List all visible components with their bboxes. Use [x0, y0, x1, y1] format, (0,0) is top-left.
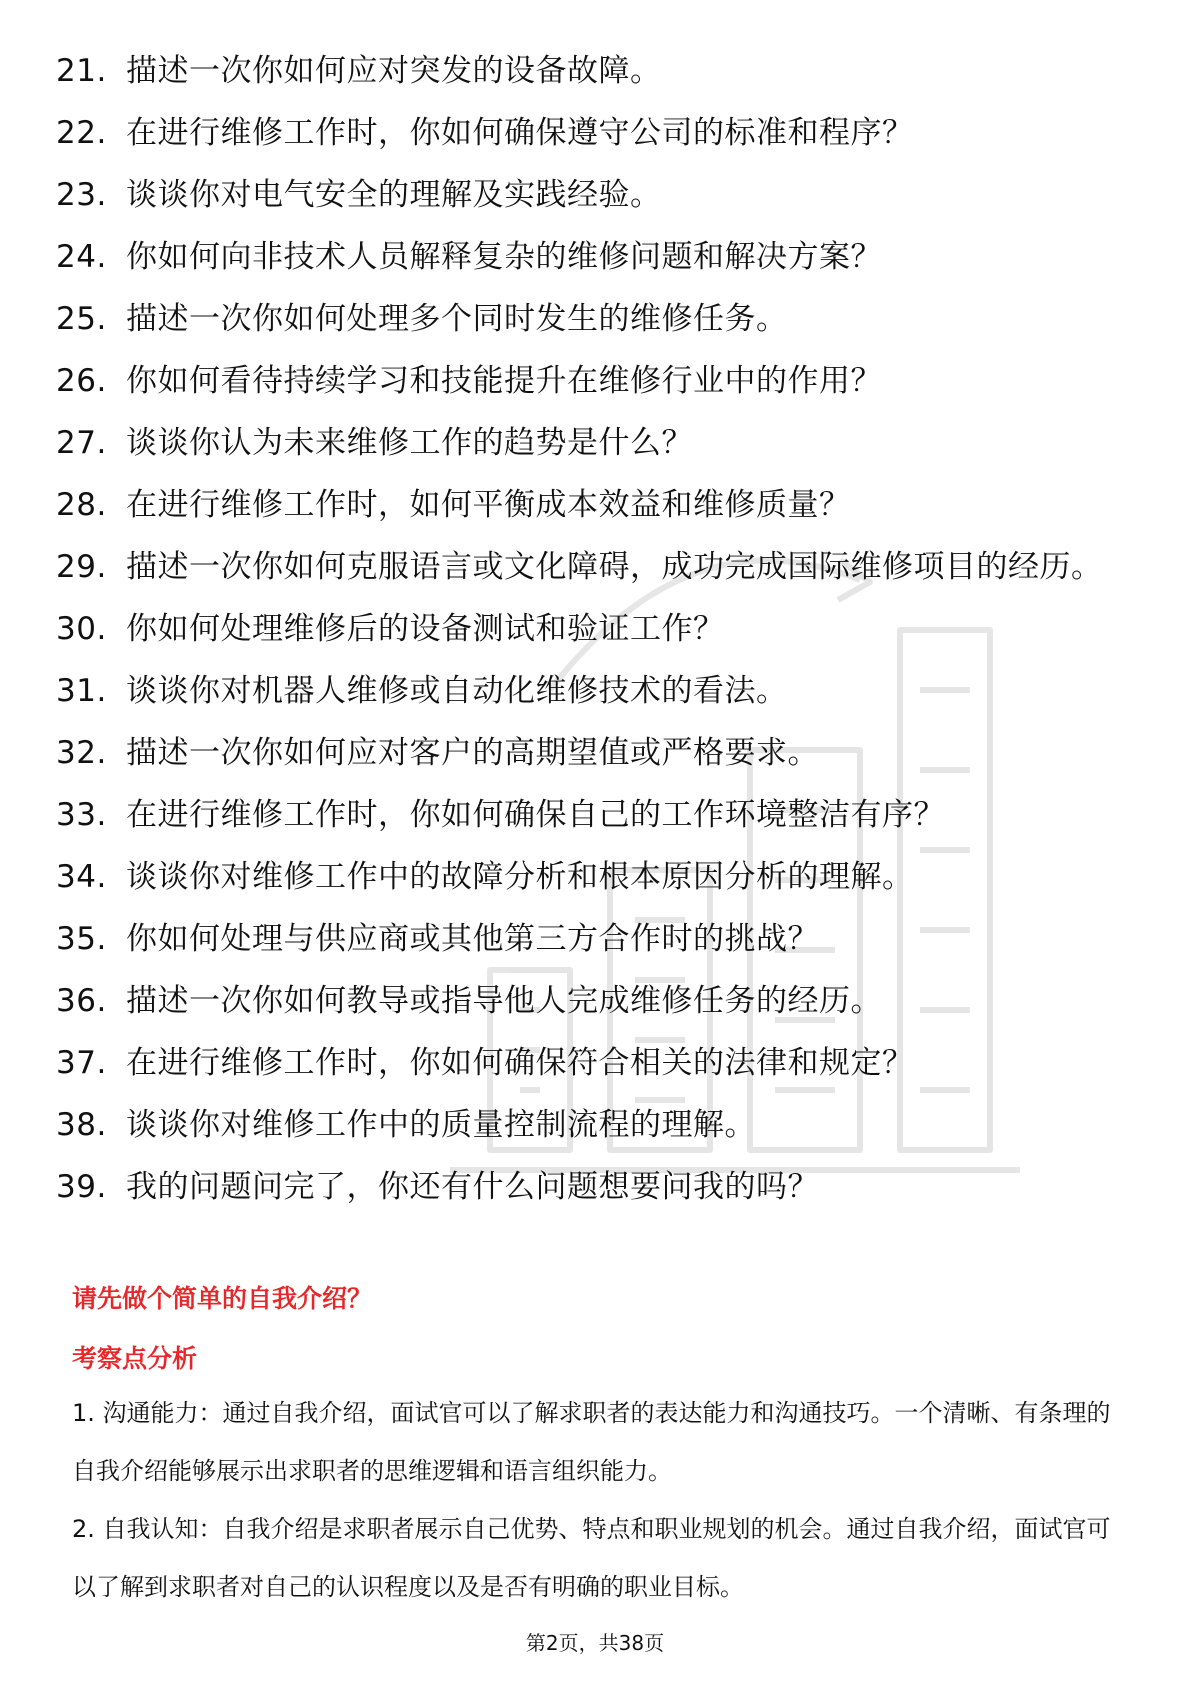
question-text: 谈谈你认为未来维修工作的趋势是什么？	[126, 425, 693, 461]
question-text: 在进行维修工作时，你如何确保遵守公司的标准和程序？	[126, 115, 914, 151]
question-number: 35.	[56, 921, 107, 957]
question-number: 34.	[56, 859, 107, 895]
question-text: 你如何看待持续学习和技能提升在维修行业中的作用？	[126, 363, 882, 399]
question-text: 描述一次你如何教导或指导他人完成维修任务的经历。	[126, 983, 882, 1019]
question-item	[56, 918, 1116, 960]
question-text: 谈谈你对电气安全的理解及实践经验。	[126, 177, 662, 213]
question-item	[56, 484, 1116, 526]
question-item	[56, 980, 1116, 1022]
question-item	[56, 1104, 1116, 1146]
question-number: 28.	[56, 487, 107, 523]
question-number: 39.	[56, 1169, 107, 1205]
question-item	[56, 174, 1116, 216]
analysis-heading: 考察点分析	[72, 1344, 198, 1373]
question-text: 描述一次你如何应对突发的设备故障。	[126, 53, 662, 89]
question-text: 你如何处理维修后的设备测试和验证工作？	[126, 611, 725, 647]
analysis-point: 1. 沟通能力：通过自我介绍，面试官可以了解求职者的表达能力和沟通技巧。一个清晰、有条理的自我介绍能够展示出求职者的思维逻辑和语言组织能力。	[72, 1399, 1111, 1485]
question-item	[56, 112, 1116, 154]
question-number: 24.	[56, 239, 107, 275]
question-item	[56, 50, 1116, 92]
question-number: 30.	[56, 611, 107, 647]
question-text: 谈谈你对维修工作中的故障分析和根本原因分析的理解。	[126, 859, 914, 895]
question-number: 23.	[56, 177, 107, 213]
question-number: 32.	[56, 735, 107, 771]
question-number: 26.	[56, 363, 107, 399]
question-item	[56, 422, 1116, 464]
question-number: 21.	[56, 53, 107, 89]
question-number: 36.	[56, 983, 107, 1019]
question-item	[56, 670, 1116, 712]
question-text: 描述一次你如何应对客户的高期望值或严格要求。	[126, 735, 819, 771]
page-number-footer: 第2页，共38页	[525, 1631, 665, 1655]
question-item	[56, 732, 1116, 774]
question-item	[56, 236, 1116, 278]
question-item	[56, 608, 1116, 650]
question-item	[56, 360, 1116, 402]
question-text: 谈谈你对机器人维修或自动化维修技术的看法。	[126, 673, 788, 709]
question-text: 我的问题问完了，你还有什么问题想要问我的吗？	[126, 1169, 819, 1205]
question-item	[56, 546, 1116, 588]
question-number: 33.	[56, 797, 107, 833]
question-text: 描述一次你如何克服语言或文化障碍，成功完成国际维修项目的经历。	[126, 549, 1103, 585]
question-number: 37.	[56, 1045, 107, 1081]
question-number: 25.	[56, 301, 107, 337]
question-text: 在进行维修工作时，你如何确保自己的工作环境整洁有序？	[126, 797, 945, 833]
question-text: 谈谈你对维修工作中的质量控制流程的理解。	[126, 1107, 756, 1143]
question-item	[56, 298, 1116, 340]
question-number: 27.	[56, 425, 107, 461]
question-text: 在进行维修工作时，你如何确保符合相关的法律和规定？	[126, 1045, 914, 1081]
question-item	[56, 794, 1116, 836]
question-number: 38.	[56, 1107, 107, 1143]
section-question-title: 请先做个简单的自我介绍？	[72, 1284, 373, 1313]
question-number: 31.	[56, 673, 107, 709]
analysis-point: 2. 自我认知：自我介绍是求职者展示自己优势、特点和职业规划的机会。通过自我介绍，面试官可以了解到求职者对自己的认识程度以及是否有明确的职业目标。	[72, 1515, 1111, 1601]
question-text: 你如何处理与供应商或其他第三方合作时的挑战？	[126, 921, 819, 957]
question-number: 22.	[56, 115, 107, 151]
question-item	[56, 856, 1116, 898]
question-item	[56, 1166, 1116, 1208]
question-text: 描述一次你如何处理多个同时发生的维修任务。	[126, 301, 788, 337]
question-number: 29.	[56, 549, 107, 585]
question-item	[56, 1042, 1116, 1084]
question-text: 在进行维修工作时，如何平衡成本效益和维修质量？	[126, 487, 851, 523]
question-text: 你如何向非技术人员解释复杂的维修问题和解决方案？	[126, 239, 882, 275]
question-list	[56, 50, 1116, 1228]
